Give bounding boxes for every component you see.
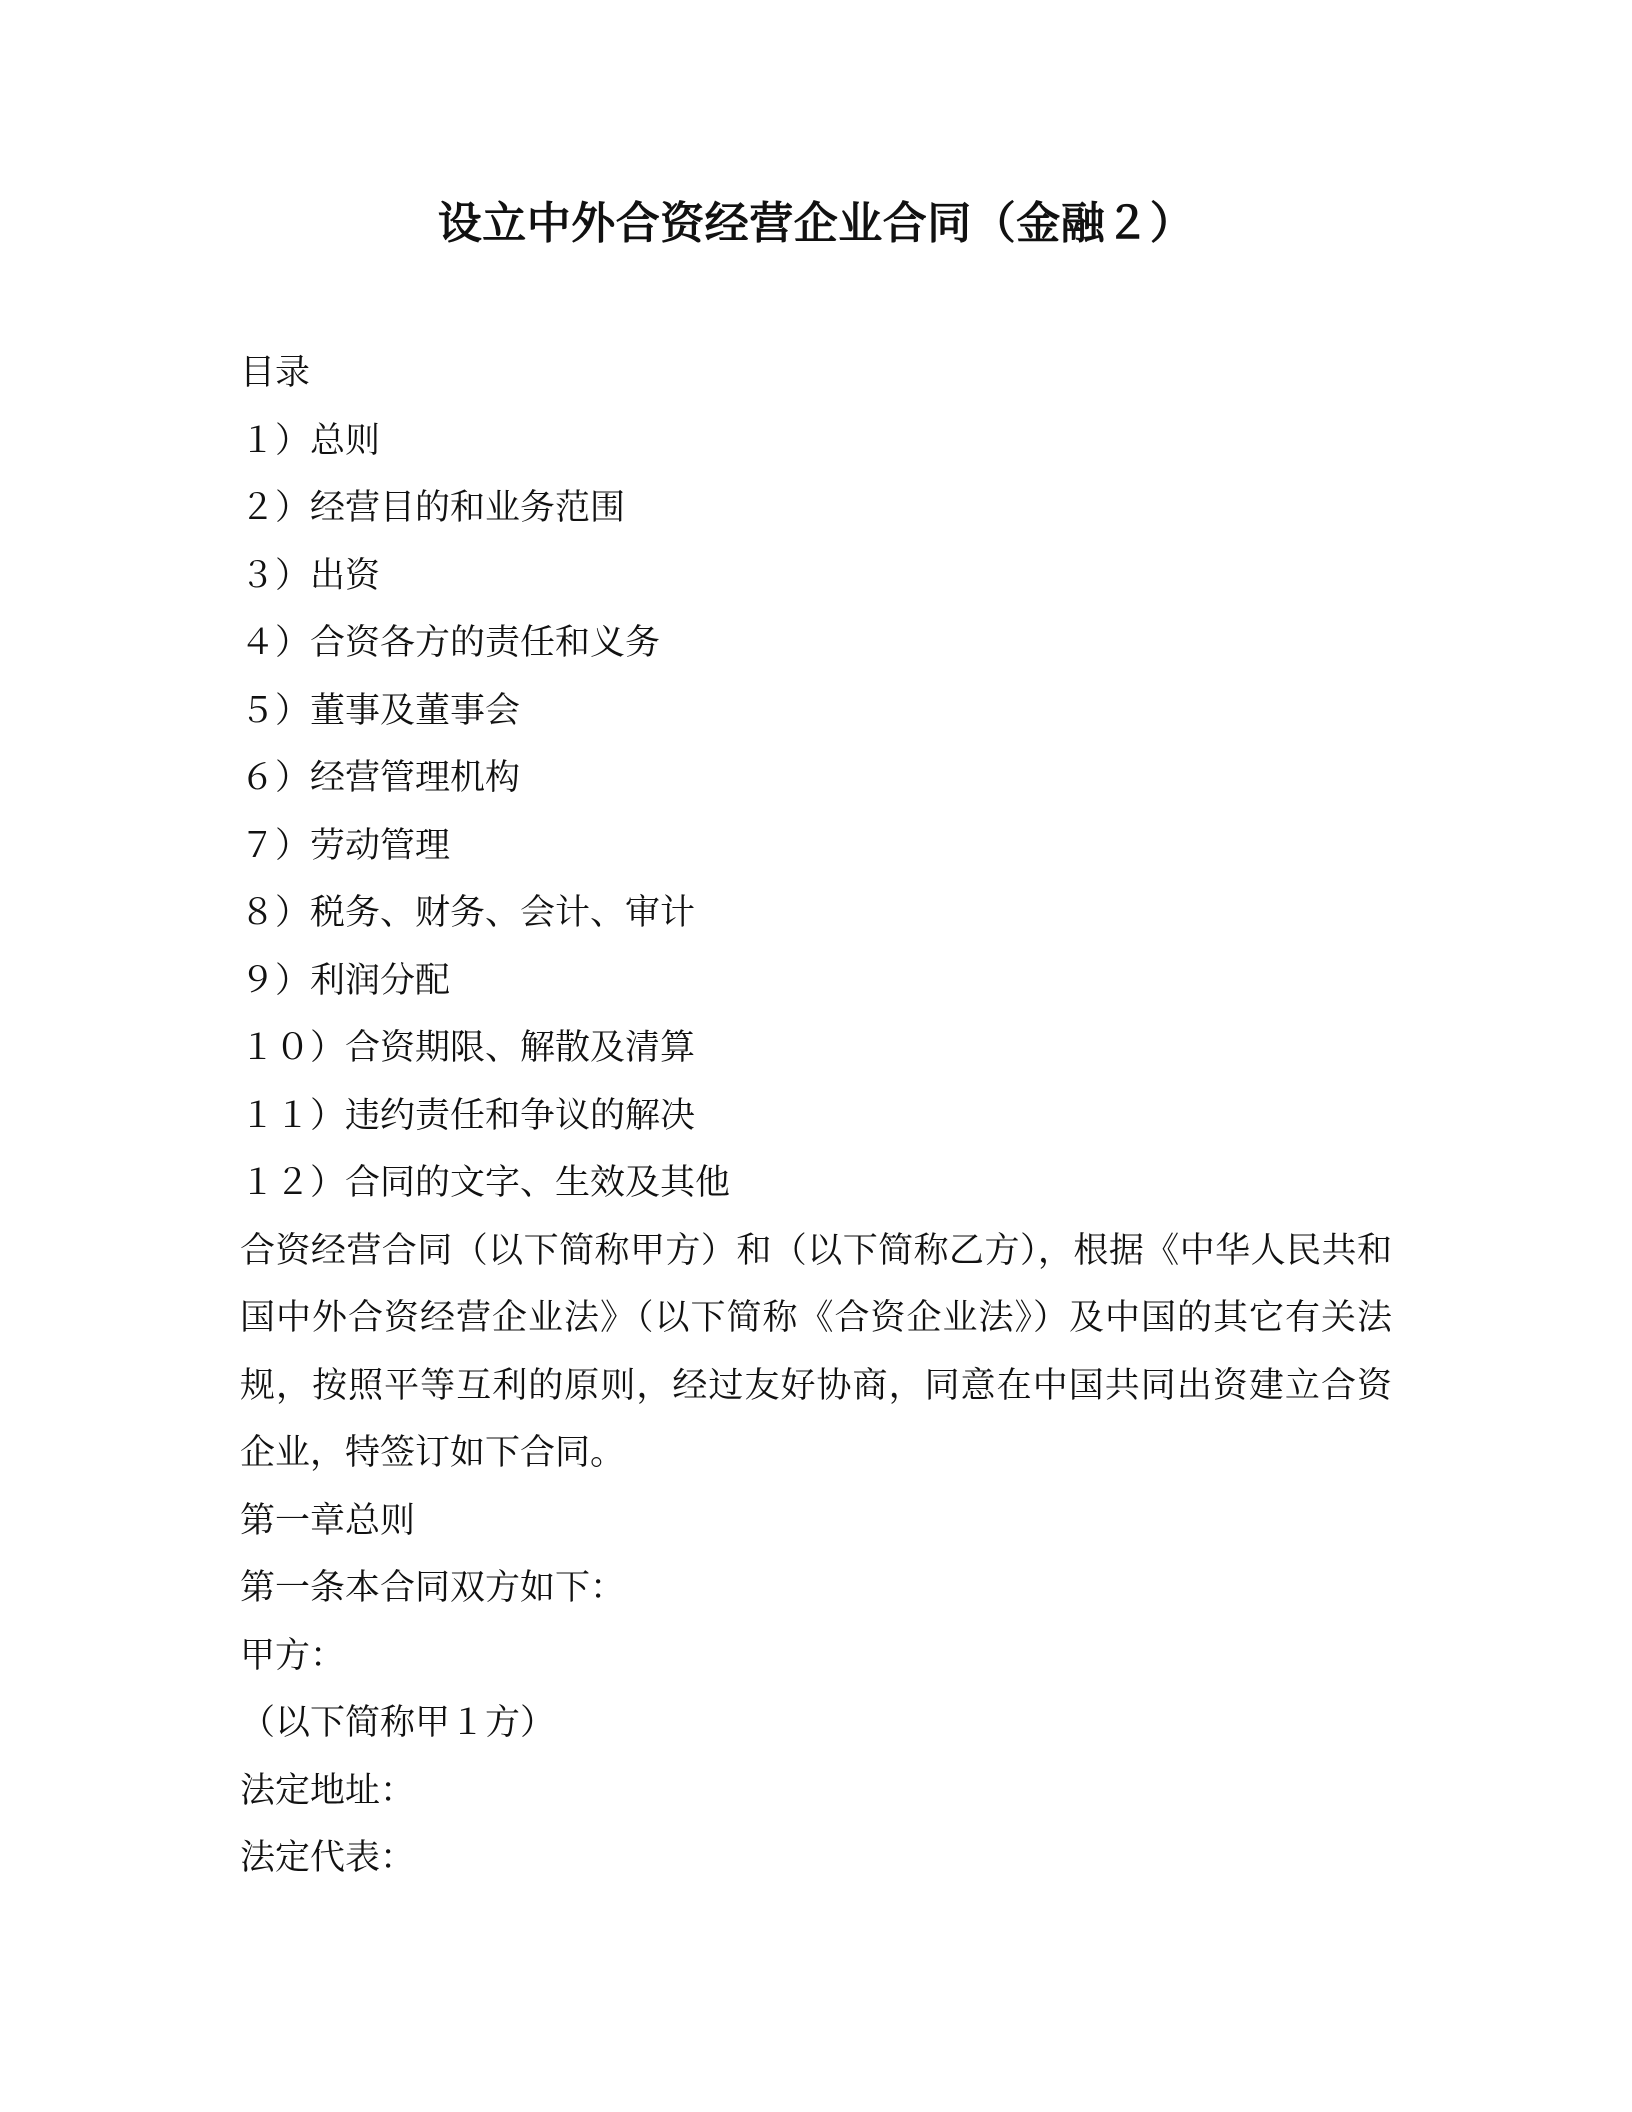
toc-item: ４）合资各方的责任和义务: [240, 623, 661, 663]
document-body: [240, 340, 1400, 1893]
toc-heading: 目录: [240, 353, 311, 393]
toc-item: １２）合同的文字、生效及其他: [240, 1163, 731, 1203]
toc-item: ７）劳动管理: [240, 825, 451, 866]
toc-item: １１）违约责任和争议的解决: [240, 1095, 696, 1136]
toc-item: ２）经营目的和业务范围: [240, 488, 626, 528]
toc-item: １０）合资期限、解散及清算: [240, 1028, 696, 1068]
preamble-paragraph: 合资经营合同（以下简称甲方）和（以下简称乙方），根据《中华人民共和国中外合资经营企业法》（以下简称《合资企业法》）及中国的其它有关法规，按照平等互利的原则，经过友好协商，同意在中国共同出资建立合资企业，特签订如下合同。: [240, 1230, 1392, 1473]
toc-item: １）总则: [240, 420, 381, 461]
toc-item: ６）经营管理机构: [240, 758, 521, 798]
chapter-heading: 第一章总则: [240, 1500, 416, 1541]
toc-item: ３）出资: [240, 555, 381, 596]
party-a-abbreviation: （以下简称甲１方）: [240, 1703, 556, 1743]
article-text: 第一条本合同双方如下：: [240, 1568, 626, 1608]
legal-representative-label: 法定代表：: [240, 1838, 416, 1878]
toc-item: ８）税务、财务、会计、审计: [240, 893, 696, 933]
toc-item: ９）利润分配: [240, 960, 451, 1001]
legal-address-label: 法定地址：: [240, 1770, 416, 1811]
document-title: 设立中外合资经营企业合同（金融２）: [437, 198, 1195, 249]
toc-item: ５）董事及董事会: [240, 690, 521, 731]
party-a-label: 甲方：: [240, 1635, 346, 1676]
